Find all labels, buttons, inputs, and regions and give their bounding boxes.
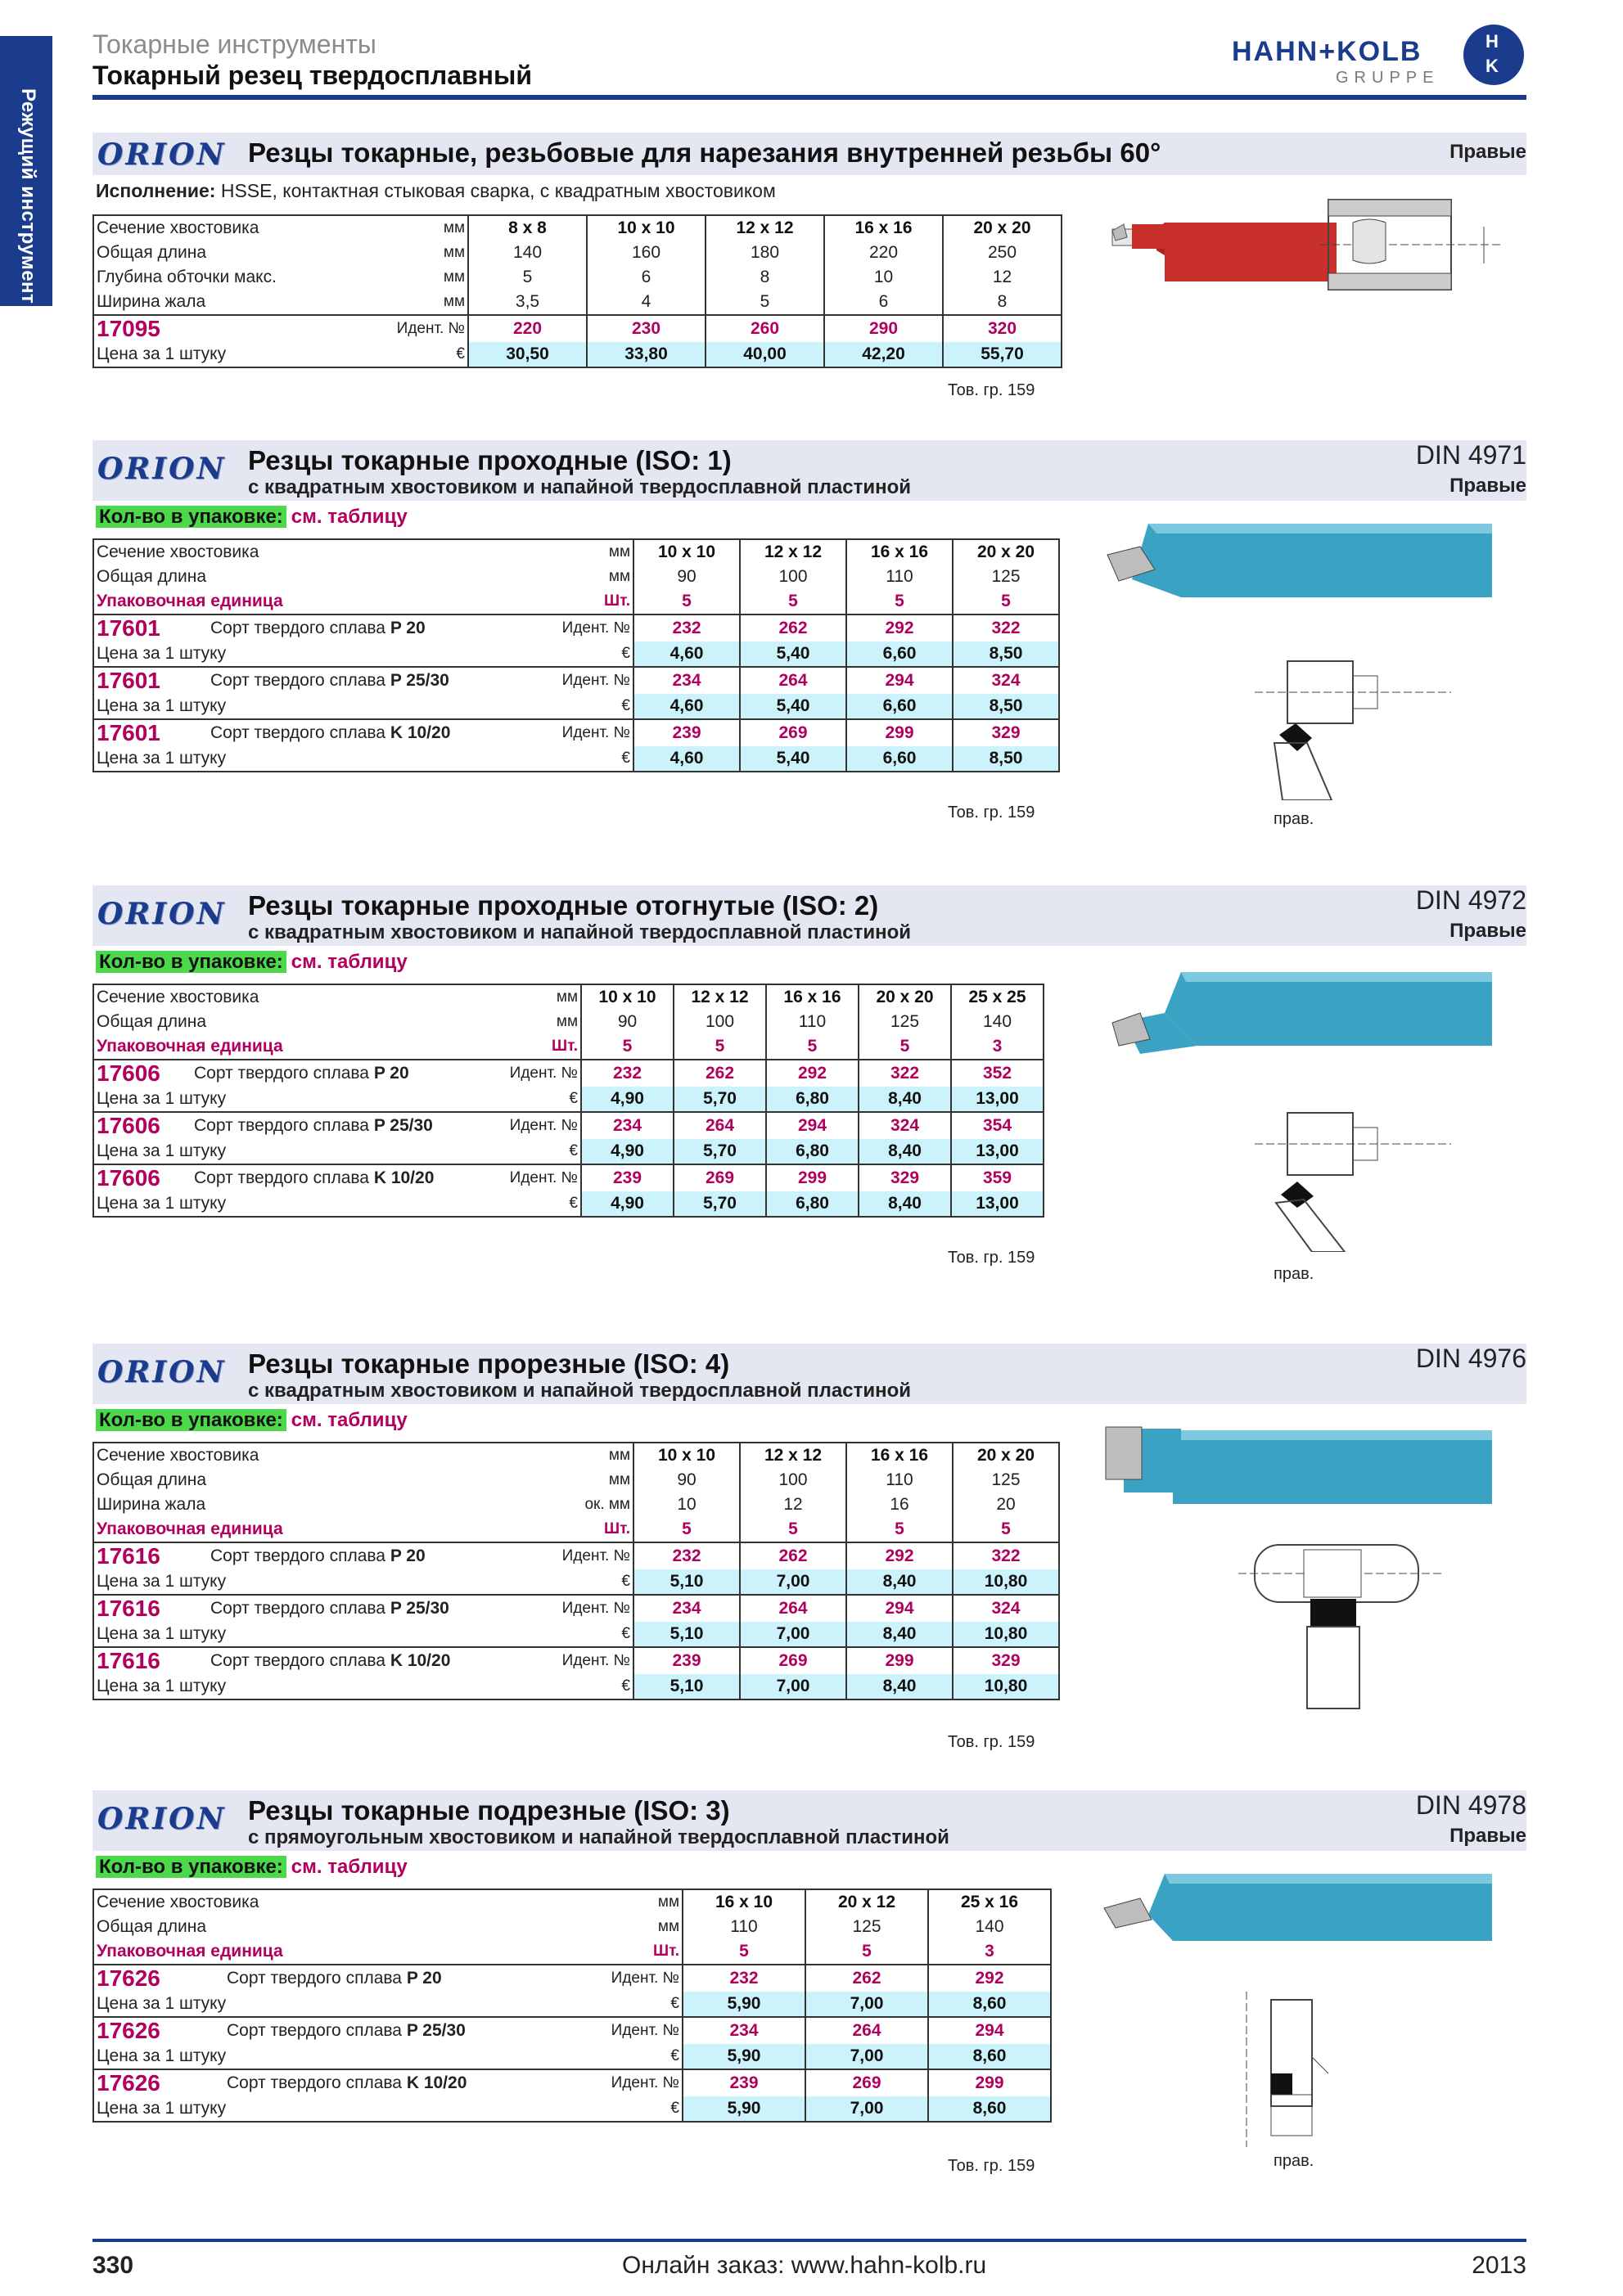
pack-quantity-note: Кол-во в упаковке: см. таблицу <box>96 506 408 529</box>
table-row: Общая длина мм 110 125 140 <box>93 1915 1051 1939</box>
din-norm: DIN 4976 <box>1415 1344 1526 1373</box>
online-order-link[interactable]: Онлайн заказ: www.hahn-kolb.ru <box>622 2252 987 2279</box>
product-table <box>92 214 1062 368</box>
din-norm: DIN 4978 <box>1415 1790 1526 1820</box>
section-title: Резцы токарные проходные (ISO: 1) <box>248 445 732 475</box>
table-row: Сечение хвостовика мм 10 x 10 12 x 12 16 x 16 20 x 20 25 x 25 <box>93 984 1044 1010</box>
section-subtitle: с квадратным хвостовиком и напайной твердосплавной пластиной <box>248 476 912 498</box>
category-title: Токарные инструменты <box>92 29 376 59</box>
header-rule <box>92 95 1526 100</box>
din-norm: DIN 4971 <box>1415 440 1526 470</box>
table-row: Сечение хвостовика мм 10 x 10 12 x 12 16 x 16 20 x 20 <box>93 539 1059 565</box>
table-row: Цена за 1 штуку € 4,90 5,70 6,80 8,40 13,00 <box>93 1139 1044 1164</box>
product-table <box>92 984 1044 1218</box>
direction-label: Правые <box>1449 475 1526 497</box>
execution-note: Исполнение: HSSE, контактная стыковая сварка, с квадратным хвостовиком <box>96 180 776 201</box>
tool-image-iso2 <box>1091 964 1500 1070</box>
pack-quantity-note: Кол-во в упаковке: см. таблицу <box>96 1409 408 1432</box>
direction-label: Правые <box>1449 920 1526 942</box>
table-row: Цена за 1 штуку € 4,90 5,70 6,80 8,40 13,00 <box>93 1191 1044 1217</box>
section-subtitle: с квадратным хвостовиком и напайной твердосплавной пластиной <box>248 1380 912 1402</box>
product-section-threading <box>92 133 1526 411</box>
product-section-iso4 <box>92 1344 1526 1769</box>
pack-quantity-note: Кол-во в упаковке: см. таблицу <box>96 1856 408 1879</box>
cutting-diagram-iso2 <box>1238 1105 1451 1252</box>
table-row: 17626 Сорт твердого сплава K 10/20 Идент. № 239 269 299 <box>93 2069 1051 2096</box>
table-row: Общая длина мм 90 100 110 125 <box>93 565 1059 589</box>
product-group: Тов. гр. 159 <box>948 2157 1035 2175</box>
diagram-caption: прав. <box>1274 810 1314 828</box>
table-row: Цена за 1 штуку € 4,60 5,40 6,60 8,50 <box>93 642 1059 667</box>
product-section-iso3 <box>92 1790 1526 2232</box>
table-row: Цена за 1 штуку € 5,90 7,00 8,60 <box>93 1992 1051 2017</box>
company-logo: HAHN+KOLB <box>1232 36 1422 67</box>
product-table <box>92 1442 1060 1700</box>
table-row: Глубина обточки макс. мм 5 6 8 10 12 <box>93 265 1062 290</box>
diagram-caption: прав. <box>1274 1265 1314 1283</box>
product-section-iso2 <box>92 885 1526 1294</box>
product-section-iso1 <box>92 440 1526 841</box>
tool-image-iso1 <box>1091 515 1500 606</box>
table-row: 17626 Сорт твердого сплава P 20 Идент. № 232 262 292 <box>93 1965 1051 1992</box>
logo-emblem: H K <box>1463 25 1524 85</box>
table-row: Упаковочная единица Шт. 5 5 5 5 <box>93 589 1059 615</box>
table-row: 17601 Сорт твердого сплава K 10/20 Идент. № 239 269 299 329 <box>93 719 1059 746</box>
table-row: Цена за 1 штуку € 30,50 33,80 40,00 42,20 55,70 <box>93 342 1062 367</box>
table-row: Сечение хвостовика мм 8 x 8 10 x 10 12 x 12 16 x 16 20 x 20 <box>93 215 1062 241</box>
thread-bore-diagram <box>1320 190 1525 304</box>
table-row: 17601 Сорт твердого сплава P 25/30 Идент. № 234 264 294 324 <box>93 667 1059 694</box>
brand-logo: ORION <box>97 897 227 931</box>
diagram-caption: прав. <box>1274 2152 1314 2170</box>
din-norm: DIN 4972 <box>1415 885 1526 915</box>
table-row: Ширина жала мм 3,5 4 5 6 8 <box>93 290 1062 315</box>
table-row: 17095 Идент. № 220 230 260 290 320 <box>93 315 1062 342</box>
direction-label: Правые <box>1449 1825 1526 1847</box>
catalog-year: 2013 <box>1472 2252 1526 2279</box>
table-row: 17616 Сорт твердого сплава P 20 Идент. № 232 262 292 322 <box>93 1542 1059 1569</box>
table-row: 17606 Сорт твердого сплава K 10/20 Идент. № 239 269 299 329 359 <box>93 1164 1044 1191</box>
page-title: Токарный резец твердосплавный <box>92 61 532 90</box>
table-row: Упаковочная единица Шт. 5 5 3 <box>93 1939 1051 1965</box>
product-group: Тов. гр. 159 <box>948 804 1035 822</box>
table-row: Общая длина мм 90 100 110 125 <box>93 1468 1059 1492</box>
section-title: Резцы токарные, резьбовые для нарезания внутренней резьбы 60° <box>248 137 1161 168</box>
side-tab-label: Режущий инструмент <box>17 88 39 304</box>
table-row: Сечение хвостовика мм 16 x 10 20 x 12 25 x 16 <box>93 1889 1051 1915</box>
product-group: Тов. гр. 159 <box>948 381 1035 399</box>
table-row: 17606 Сорт твердого сплава P 20 Идент. № 232 262 292 322 352 <box>93 1060 1044 1087</box>
tool-image-iso3 <box>1091 1866 1500 1956</box>
table-row: Цена за 1 штуку € 4,90 5,70 6,80 8,40 13,00 <box>93 1087 1044 1112</box>
cutting-diagram-iso4 <box>1222 1537 1451 1717</box>
brand-logo: ORION <box>97 452 227 486</box>
section-title: Резцы токарные прорезные (ISO: 4) <box>248 1348 730 1379</box>
product-group: Тов. гр. 159 <box>948 1249 1035 1267</box>
side-category-tab <box>0 36 52 306</box>
section-subtitle: с прямоугольным хвостовиком и напайной твердосплавной пластиной <box>248 1826 949 1848</box>
table-row: Цена за 1 штуку € 4,60 5,40 6,60 8,50 <box>93 746 1059 772</box>
brand-logo: ORION <box>97 1355 227 1389</box>
brand-logo: ORION <box>97 1802 227 1836</box>
section-title: Резцы токарные подрезные (ISO: 3) <box>248 1795 730 1826</box>
page-number: 330 <box>92 2252 134 2279</box>
footer-rule <box>92 2239 1526 2242</box>
section-title: Резцы токарные проходные отогнутые (ISO: 2) <box>248 890 879 921</box>
direction-label: Правые <box>1449 141 1526 163</box>
table-row: Цена за 1 штуку € 5,10 7,00 8,40 10,80 <box>93 1674 1059 1699</box>
cutting-diagram-iso1 <box>1238 653 1451 800</box>
table-row: Ширина жала ок. мм 10 12 16 20 <box>93 1492 1059 1517</box>
company-logo-sub: GRUPPE <box>1336 69 1440 87</box>
table-row: 17626 Сорт твердого сплава P 25/30 Идент. № 234 264 294 <box>93 2017 1051 2044</box>
table-row: Цена за 1 штуку € 4,60 5,40 6,60 8,50 <box>93 694 1059 719</box>
table-row: Цена за 1 штуку € 5,90 7,00 8,60 <box>93 2096 1051 2122</box>
brand-logo: ORION <box>97 137 227 172</box>
section-subtitle: с квадратным хвостовиком и напайной твердосплавной пластиной <box>248 921 912 943</box>
table-row: 17616 Сорт твердого сплава P 25/30 Идент. № 234 264 294 324 <box>93 1595 1059 1622</box>
table-row: Упаковочная единица Шт. 5 5 5 5 <box>93 1517 1059 1542</box>
table-row: 17616 Сорт твердого сплава K 10/20 Идент. № 239 269 299 329 <box>93 1647 1059 1674</box>
product-table <box>92 538 1060 772</box>
table-row: Упаковочная единица Шт. 5 5 5 5 3 <box>93 1034 1044 1060</box>
table-row: 17601 Сорт твердого сплава P 20 Идент. № 232 262 292 322 <box>93 615 1059 642</box>
table-row: Цена за 1 штуку € 5,90 7,00 8,60 <box>93 2044 1051 2069</box>
product-table <box>92 1889 1052 2123</box>
product-group: Тов. гр. 159 <box>948 1733 1035 1751</box>
table-row: Общая длина мм 140 160 180 220 250 <box>93 241 1062 265</box>
table-row: Сечение хвостовика мм 10 x 10 12 x 12 16 x 16 20 x 20 <box>93 1443 1059 1468</box>
table-row: Цена за 1 штуку € 5,10 7,00 8,40 10,80 <box>93 1622 1059 1647</box>
table-row: Общая длина мм 90 100 110 125 140 <box>93 1010 1044 1034</box>
table-row: Цена за 1 штуку € 5,10 7,00 8,40 10,80 <box>93 1569 1059 1595</box>
cutting-diagram-iso3 <box>1238 1992 1402 2155</box>
pack-quantity-note: Кол-во в упаковке: см. таблицу <box>96 951 408 974</box>
tool-image-iso4 <box>1091 1422 1500 1520</box>
table-row: 17606 Сорт твердого сплава P 25/30 Идент. № 234 264 294 324 354 <box>93 1112 1044 1139</box>
